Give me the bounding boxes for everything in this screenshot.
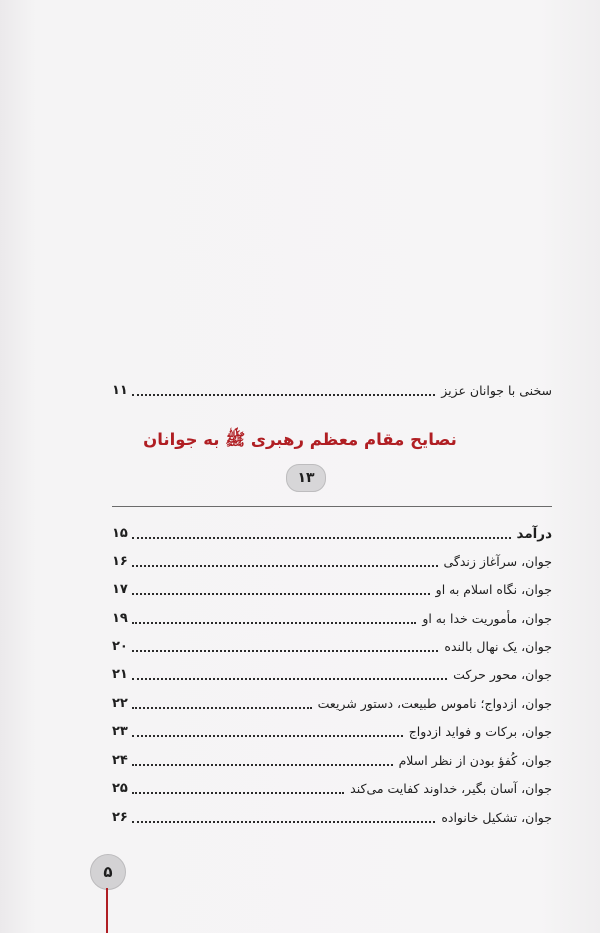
toc-entry-page: ۲۳ bbox=[112, 724, 128, 739]
toc-entry-page: ۲۱ bbox=[112, 667, 128, 682]
dot-leader bbox=[132, 593, 430, 595]
toc-entry-page: ۱۷ bbox=[112, 582, 128, 597]
toc-entry[interactable] bbox=[112, 746, 552, 770]
toc-entry-title: جوان، یک نهال بالنده bbox=[444, 639, 552, 654]
section-page-badge: ۱۳ bbox=[286, 464, 326, 492]
section-divider bbox=[112, 506, 552, 507]
toc-entry-page: ۱۶ bbox=[112, 554, 128, 569]
dot-leader bbox=[132, 707, 312, 709]
dot-leader bbox=[132, 678, 447, 680]
toc-entry-title: جوان، برکات و فواید ازدواج bbox=[408, 724, 552, 739]
dot-leader bbox=[132, 394, 435, 396]
toc-entry-title: جوان، ازدواج؛ ناموس طبیعت، دستور شریعت bbox=[317, 696, 552, 711]
dot-leader bbox=[132, 735, 403, 737]
dot-leader bbox=[132, 622, 416, 624]
toc-entry[interactable] bbox=[112, 803, 552, 827]
toc-entry-title: جوان، سرآغاز زندگی bbox=[443, 554, 552, 569]
toc-entry-page: ۲۲ bbox=[112, 696, 128, 711]
toc-entry[interactable] bbox=[112, 547, 552, 571]
dot-leader bbox=[132, 565, 438, 567]
toc-entry-title: درآمد bbox=[516, 526, 552, 542]
toc-entry[interactable] bbox=[112, 604, 552, 628]
toc-entry-page: ۲۰ bbox=[112, 639, 128, 654]
dot-leader bbox=[132, 792, 344, 794]
toc-entry[interactable] bbox=[112, 660, 552, 684]
dot-leader bbox=[132, 821, 435, 823]
toc-intro-entry[interactable] bbox=[112, 376, 552, 400]
toc-entry[interactable] bbox=[112, 717, 552, 741]
toc-entry[interactable] bbox=[112, 632, 552, 656]
toc-entry-page: ۱۱ bbox=[112, 383, 128, 398]
margin-rule bbox=[106, 888, 108, 933]
page-number-badge: ۵ bbox=[90, 854, 126, 890]
toc-entry[interactable] bbox=[112, 774, 552, 798]
toc-entry-page: ۲۶ bbox=[112, 810, 128, 825]
toc-entry-title: جوان، کُفؤ بودن از نظر اسلام bbox=[398, 753, 552, 768]
toc-entry-title: جوان، آسان بگیر، خداوند کفایت می‌کند bbox=[350, 781, 552, 796]
toc-entry[interactable] bbox=[112, 519, 552, 543]
section-title: نصایح مقام معظم رهبری ﷺ به جوانان bbox=[143, 430, 457, 449]
toc-entry[interactable] bbox=[112, 689, 552, 713]
toc-entry-title: جوان، محور حرکت bbox=[453, 667, 552, 682]
toc-entry-page: ۲۴ bbox=[112, 753, 128, 768]
toc-entry[interactable] bbox=[112, 575, 552, 599]
toc-entry-page: ۲۵ bbox=[112, 781, 128, 796]
toc-entry-title: سخنی با جوانان عزیز bbox=[441, 383, 552, 398]
toc-entry-title: جوان، نگاه اسلام به او bbox=[435, 582, 552, 597]
toc-entry-title: جوان، تشکیل خانواده bbox=[441, 810, 552, 825]
toc-entry-title: جوان، مأموریت خدا به او bbox=[422, 611, 552, 626]
toc-entry-page: ۱۹ bbox=[112, 611, 128, 626]
toc-entry-page: ۱۵ bbox=[112, 526, 128, 541]
dot-leader bbox=[132, 650, 439, 652]
dot-leader bbox=[132, 764, 393, 766]
dot-leader bbox=[132, 537, 511, 539]
